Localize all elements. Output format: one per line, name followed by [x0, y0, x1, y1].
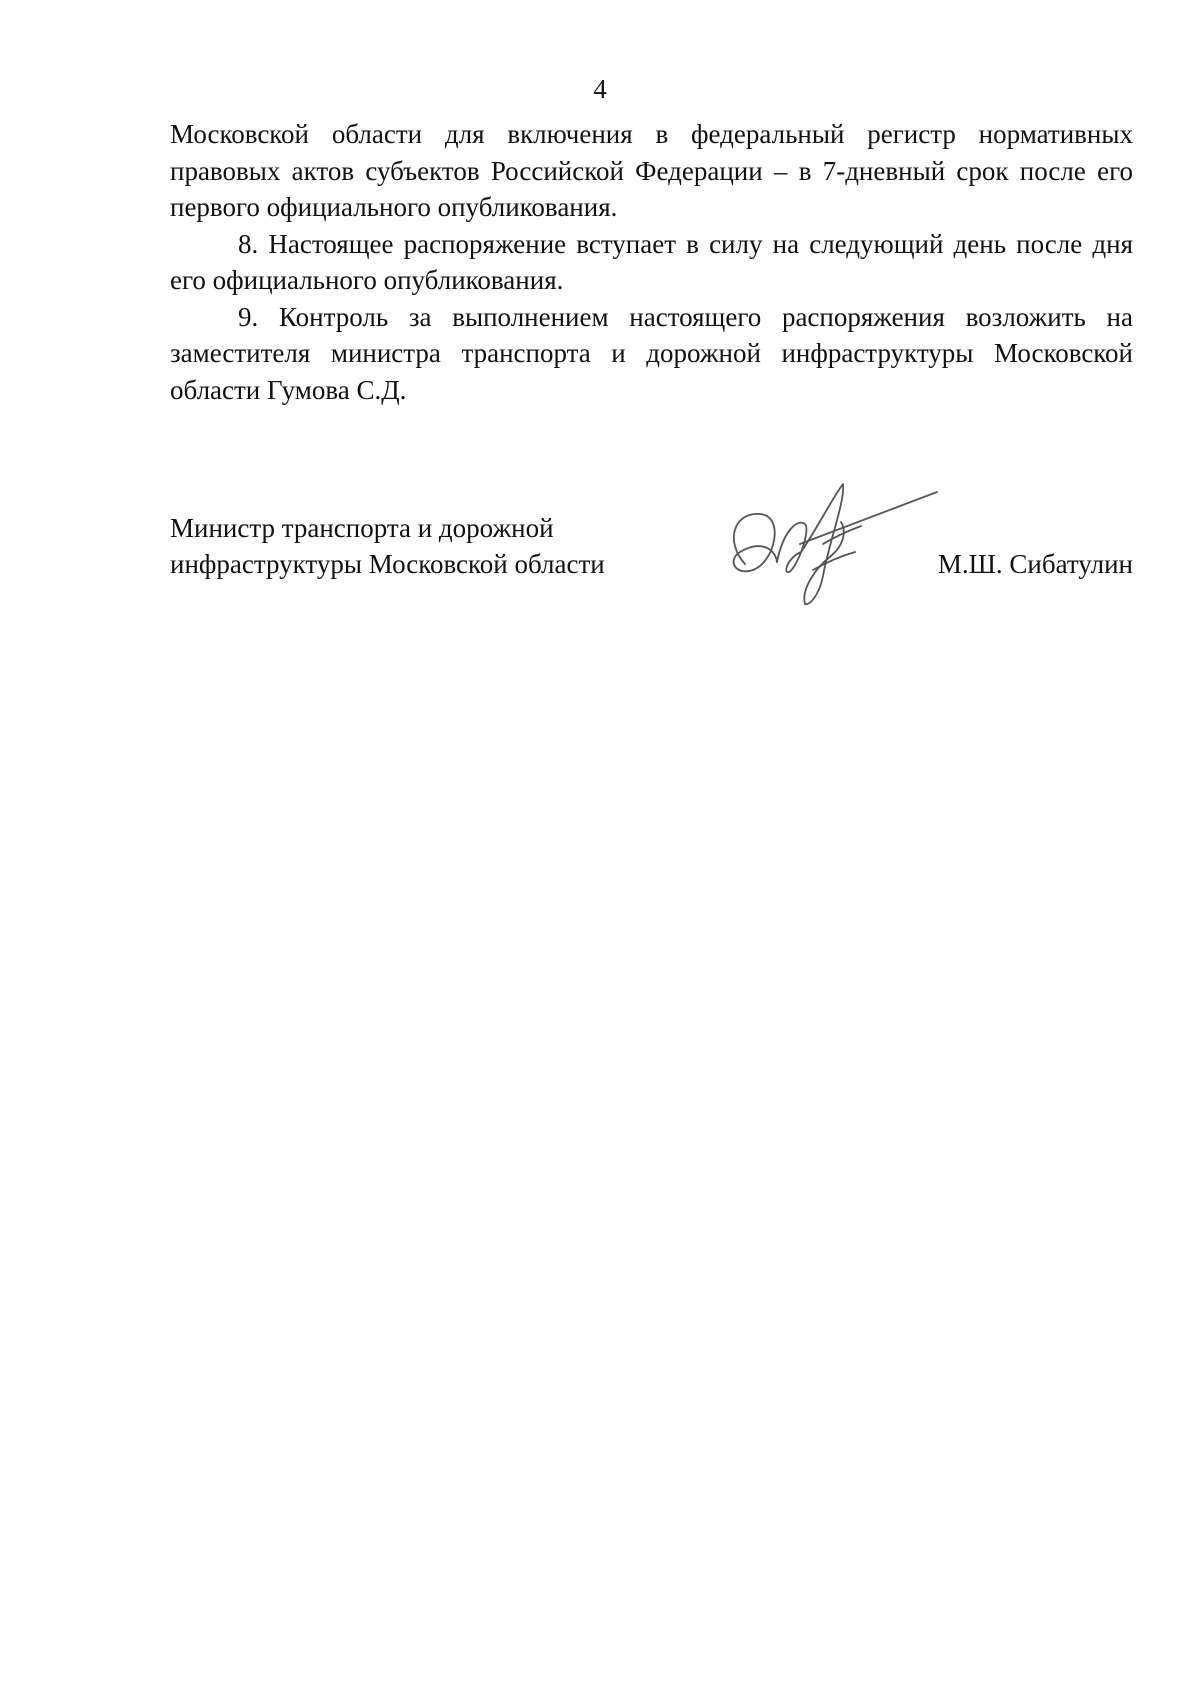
paragraph-item-9: 9. Контроль за выполнением настоящего распоряжения возложить на заместителя министра транспорта и дорожной инфраструктуры Московской области Гумова С.Д.: [170, 301, 1133, 405]
document-body: [170, 116, 1133, 408]
paragraph-continuation: Московской области для включения в федеральный регистр нормативных правовых актов субъектов Российской Федерации – в 7-дневный срок после его первого официального опубликования.: [170, 119, 1133, 222]
signer-title: [170, 510, 605, 582]
page-number: 4: [593, 74, 607, 104]
signer-title-line-1: Министр транспорта и дорожной: [170, 513, 554, 543]
paragraph-item-8: 8. Настоящее распоряжение вступает в силу на следующий день после дня его официального опубликования.: [170, 228, 1133, 295]
signer-title-line-2: инфраструктуры Московской области: [170, 549, 605, 579]
signature-block: [170, 510, 1133, 620]
signer-name: М.Ш. Сибатулин: [937, 549, 1133, 579]
handwritten-signature-icon: [705, 472, 945, 612]
